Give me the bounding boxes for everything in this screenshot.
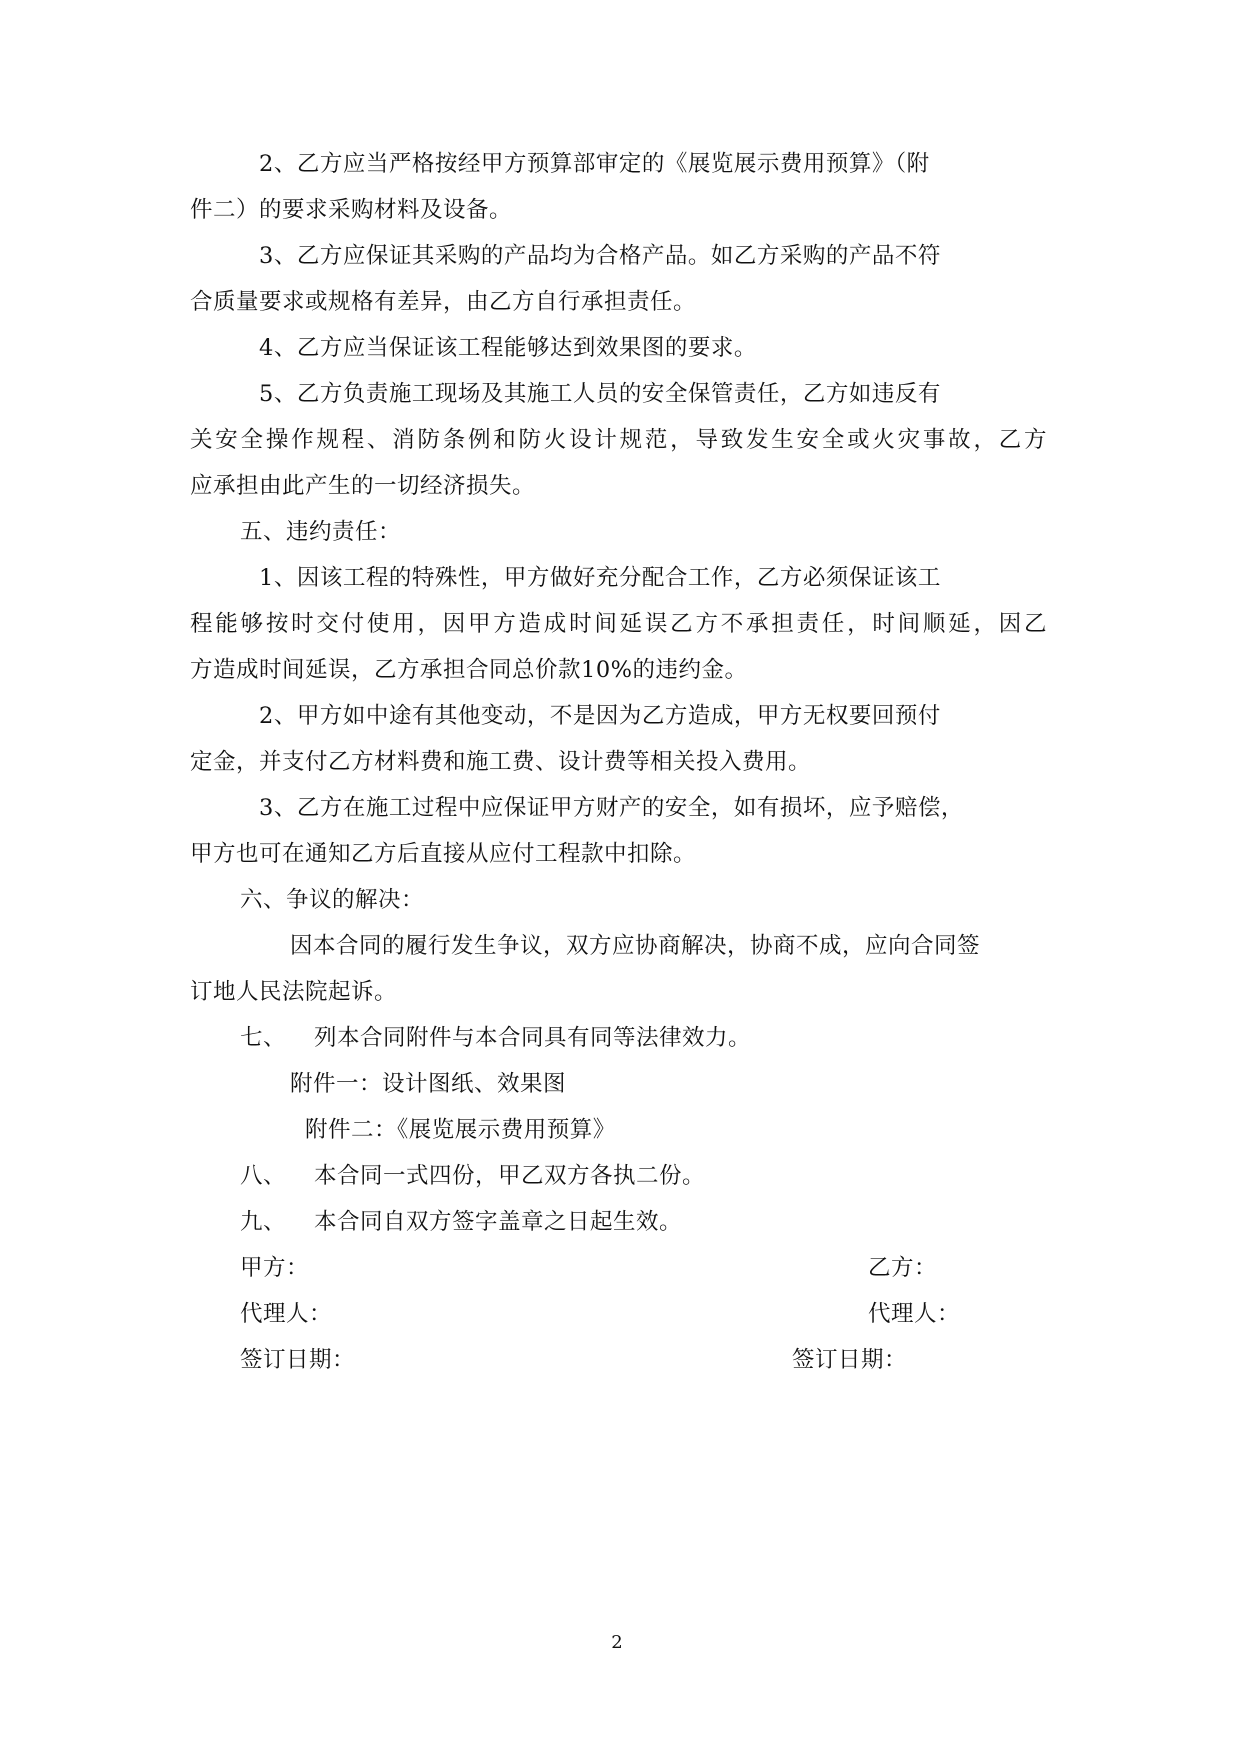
- section-9-number: 九、: [240, 1209, 287, 1235]
- clause-4-5-line-3: 应承担由此产生的一切经济损失。: [190, 473, 536, 499]
- sign-date-b-label: 签订日期：: [792, 1347, 908, 1373]
- clause-4-2-line-2: 件二）的要求采购材料及设备。: [190, 197, 513, 223]
- clause-5-3-line-2: 甲方也可在通知乙方后直接从应付工程款中扣除。: [190, 841, 697, 867]
- clause-6-line-2: 订地人民法院起诉。: [190, 979, 398, 1005]
- clause-4-3-line-1: 3、乙方应保证其采购的产品均为合格产品。如乙方采购的产品不符: [259, 243, 941, 269]
- clause-4-2-line-1: 2、乙方应当严格按经甲方预算部审定的《展览展示费用预算》（附: [259, 151, 930, 177]
- attachment-1: 附件一：设计图纸、效果图: [290, 1071, 567, 1097]
- clause-5-1-line-1: 1、因该工程的特殊性，甲方做好充分配合工作，乙方必须保证该工: [259, 565, 941, 591]
- clause-5-2-line-1: 2、甲方如中途有其他变动，不是因为乙方造成，甲方无权要回预付: [259, 703, 941, 729]
- section-9-text: 本合同自双方签字盖章之日起生效。: [314, 1209, 683, 1235]
- section-7-text: 列本合同附件与本合同具有同等法律效力。: [314, 1025, 752, 1051]
- section-8: [240, 1163, 705, 1189]
- section-8-number: 八、: [240, 1163, 287, 1189]
- sign-date-a-label: 签订日期：: [240, 1347, 356, 1373]
- clause-4-3-line-2: 合质量要求或规格有差异，由乙方自行承担责任。: [190, 289, 697, 315]
- agent-b-label: 代理人：: [868, 1301, 961, 1327]
- clause-4-4-line-1: 4、乙方应当保证该工程能够达到效果图的要求。: [259, 335, 757, 361]
- clause-4-5-line-2: 关安全操作规程、消防条例和防火设计规范，导致发生安全或火灾事故，乙方: [190, 427, 1047, 453]
- party-b-label: 乙方：: [868, 1255, 938, 1281]
- party-a-label: 甲方：: [240, 1255, 310, 1281]
- page-number: 2: [611, 1632, 623, 1653]
- section-heading-6: 六、争议的解决：: [240, 887, 425, 913]
- clause-5-1-line-2: 程能够按时交付使用，因甲方造成时间延误乙方不承担责任，时间顺延，因乙: [190, 611, 1047, 637]
- agent-a-label: 代理人：: [240, 1301, 333, 1327]
- section-8-text: 本合同一式四份，甲乙双方各执二份。: [314, 1163, 706, 1189]
- clause-5-3-line-1: 3、乙方在施工过程中应保证甲方财产的安全，如有损坏，应予赔偿，: [259, 795, 964, 821]
- clause-5-1-line-3: 方造成时间延误，乙方承担合同总价款10%的违约金。: [190, 657, 748, 683]
- clause-4-5-line-1: 5、乙方负责施工现场及其施工人员的安全保管责任，乙方如违反有: [259, 381, 941, 407]
- clause-5-2-line-2: 定金，并支付乙方材料费和施工费、设计费等相关投入费用。: [190, 749, 812, 775]
- attachment-2: 附件二：《展览展示费用预算》: [305, 1117, 616, 1143]
- section-7-number: 七、: [240, 1025, 287, 1051]
- section-9: [240, 1209, 682, 1235]
- clause-6-line-1: 因本合同的履行发生争议，双方应协商解决，协商不成，应向合同签: [290, 933, 981, 959]
- section-7: [240, 1025, 751, 1051]
- section-heading-5: 五、违约责任：: [240, 519, 402, 545]
